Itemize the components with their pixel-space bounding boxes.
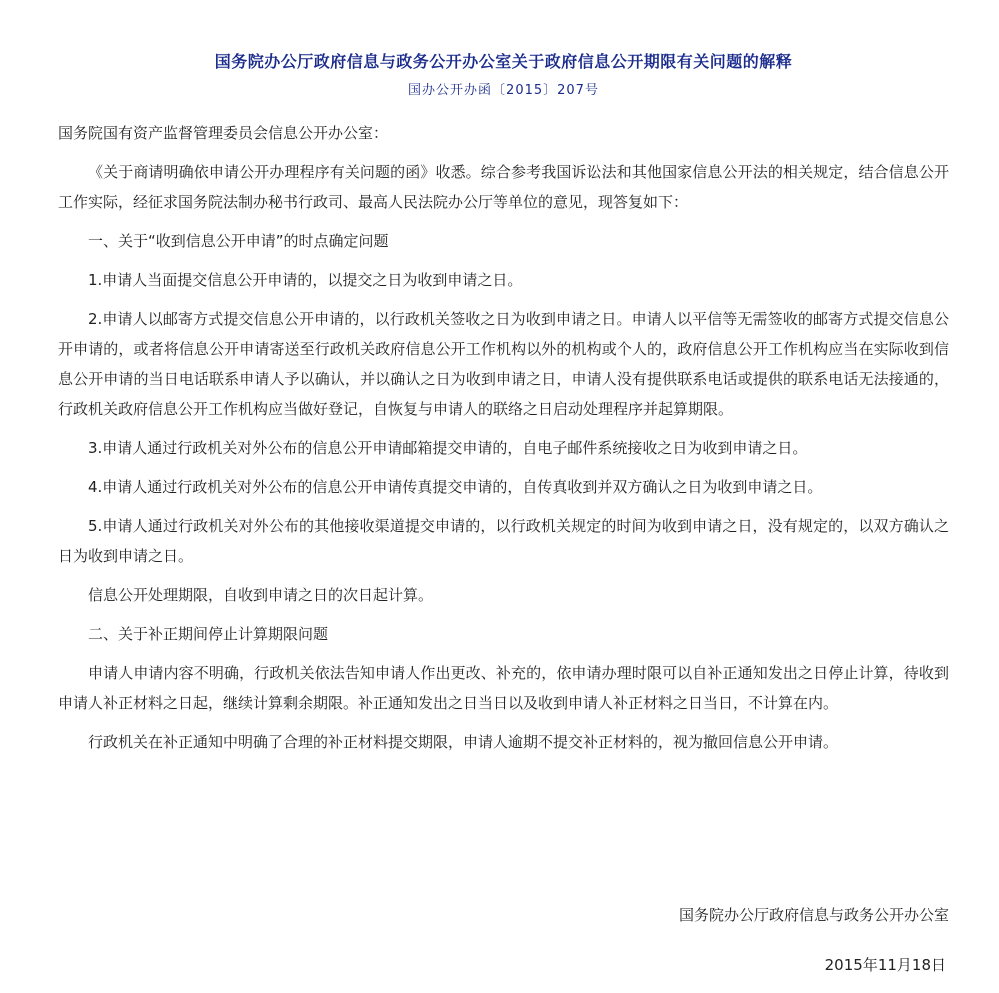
- paragraph-intro: 《关于商请明确依申请公开办理程序有关问题的函》收悉。综合参考我国诉讼法和其他国家信息公开法的相关规定，结合信息公开工作实际，经征求国务院法制办秘书行政司、最高人民法院办公厅等单位的意见，现答复如下：: [58, 163, 949, 211]
- section-heading-1: 一、关于“收到信息公开申请”的时点确定问题: [88, 232, 389, 250]
- paragraph-item-4: 4.申请人通过行政机关对外公布的信息公开申请传真提交申请的，自传真收到并双方确认之日为收到申请之日。: [88, 478, 823, 496]
- paragraph-item-3: 3.申请人通过行政机关对外公布的信息公开申请邮箱提交申请的，自电子邮件系统接收之日为收到申请之日。: [88, 439, 808, 457]
- paragraph-withdrawal: 行政机关在补正通知中明确了合理的补正材料提交期限，申请人逾期不提交补正材料的，视为撤回信息公开申请。: [88, 733, 839, 751]
- document-number: 国办公开办函〔2015〕207号: [408, 83, 599, 98]
- document-body: [58, 118, 949, 757]
- document-title: 国务院办公厅政府信息与政务公开办公室关于政府信息公开期限有关问题的解释: [214, 52, 793, 71]
- signer: 国务院办公厅政府信息与政务公开办公室: [678, 906, 949, 924]
- section-heading-2: 二、关于补正期间停止计算期限问题: [88, 625, 329, 643]
- signing-date: 2015年11月18日: [824, 956, 946, 974]
- paragraph-item-5: 5.申请人通过行政机关对外公布的其他接收渠道提交申请的，以行政机关规定的时间为收到申请之日，没有规定的，以双方确认之日为收到申请之日。: [58, 517, 949, 565]
- paragraph-deadline-rule: 信息公开处理期限，自收到申请之日的次日起计算。: [88, 586, 434, 604]
- paragraph-item-2: 2.申请人以邮寄方式提交信息公开申请的，以行政机关签收之日为收到申请之日。申请人以平信等无需签收的邮寄方式提交信息公开申请的，或者将信息公开申请寄送至行政机关政府信息公开工作机构以外的机构或个人的，政府信息公开工作机构应当在实际收到信息公开申请的当日电话联系申请人予以确认，并以确认之日为收到申请之日，申请人没有提供联系电话或提供的联系电话无法接通的，行政机关政府信息公开工作机构应当做好登记，自恢复与申请人的联络之日启动处理程序并起算期限。: [58, 310, 949, 418]
- paragraph-correction: 申请人申请内容不明确，行政机关依法告知申请人作出更改、补充的，依申请办理时限可以自补正通知发出之日停止计算，待收到申请人补正材料之日起，继续计算剩余期限。补正通知发出之日当日以及收到申请人补正材料之日当日，不计算在内。: [58, 664, 949, 712]
- salutation: 国务院国有资产监督管理委员会信息公开办公室：: [58, 124, 389, 142]
- paragraph-item-1: 1.申请人当面提交信息公开申请的，以提交之日为收到申请之日。: [88, 271, 523, 289]
